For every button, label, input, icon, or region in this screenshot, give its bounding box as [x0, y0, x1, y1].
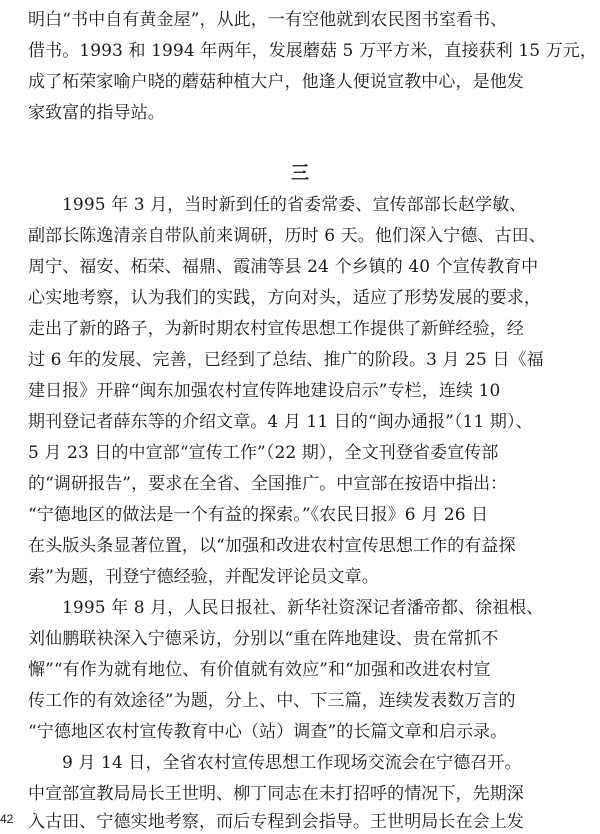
text-line: 中宣部宣教局局长王世明、柳丁同志在未打招呼的情况下，先期深 — [28, 784, 524, 804]
text-line: 传工作的有效途径”为题，分上、中、下三篇，连续发表数万言的 — [28, 691, 516, 711]
text-line: 家致富的指导站。 — [28, 103, 165, 123]
text-line: 过 6 年的发展、完善，已经到了总结、推广的阶段。3 月 25 日《福 — [28, 350, 544, 370]
text-line: “宁德地区的做法是一个有益的探索。”《农民日报》6 月 26 日 — [28, 505, 489, 525]
text-line: 1995 年 8 月，人民日报社、新华社资深记者潘帝都、徐祖根、 — [62, 598, 544, 618]
text-line: “宁德地区农村宣传教育中心（站）调查”的长篇文章和启示录。 — [28, 722, 508, 742]
text-line: 期刊登记者薛东等的介绍文章。4 月 11 日的“闽办通报”（11 期）、 — [28, 412, 533, 432]
text-line: 的“调研报告”，要求在全省、全国推广。中宣部在按语中指出： — [28, 474, 508, 494]
text-line: 借书。1993 和 1994 年两年，发展蘑菇 5 万平方米，直接获利 15 万元， — [28, 41, 598, 61]
text-line: 副部长陈逸清亲自带队前来调研，历时 6 天。他们深入宁德、古田、 — [28, 226, 546, 246]
text-line: 心实地考察，认为我们的实践，方向对头，适应了形势发展的要求， — [28, 288, 541, 308]
text-line: 在头版头条显著位置，以“加强和改进农村宣传思想工作的有益探 — [28, 536, 516, 556]
text-line: 走出了新的路子，为新时期农村宣传思想工作提供了新鲜经验，经 — [28, 319, 524, 339]
section-heading: 三 — [291, 163, 309, 184]
text-line: 明白“书中自有黄金屋”，从此，一有空他就到农民图书室看书、 — [28, 10, 508, 30]
text-line: 5 月 23 日的中宣部“宣传工作”（22 期），全文刊登省委宣传部 — [28, 443, 499, 463]
text-line: 入古田、宁德实地考察，而后专程到会指导。王世明局长在会上发 — [28, 812, 524, 832]
text-line: 懈”“有作为就有地位、有价值就有效应”和“加强和改进农村宣 — [28, 660, 491, 680]
text-line: 刘仙鹏联袂深入宁德采访，分别以“重在阵地建设、贵在常抓不 — [28, 629, 499, 649]
text-line: 9 月 14 日，全省农村宣传思想工作现场交流会在宁德召开。 — [62, 753, 522, 773]
text-line: 成了柘荣家喻户晓的蘑菇种植大户，他逢人便说宣教中心，是他发 — [28, 72, 524, 92]
text-line: 周宁、福安、柘荣、福鼎、霞浦等县 24 个乡镇的 40 个宣传教育中 — [28, 257, 539, 277]
text-line: 1995 年 3 月，当时新到任的省委常委、宣传部部长赵学敏、 — [62, 195, 527, 215]
text-line: 建日报》开辟“闽东加强农村宣传阵地建设启示”专栏，连续 10 — [28, 381, 501, 401]
page-number: 42 — [0, 812, 14, 826]
text-line: 索”为题，刊登宁德经验，并配发评论员文章。 — [28, 567, 379, 587]
